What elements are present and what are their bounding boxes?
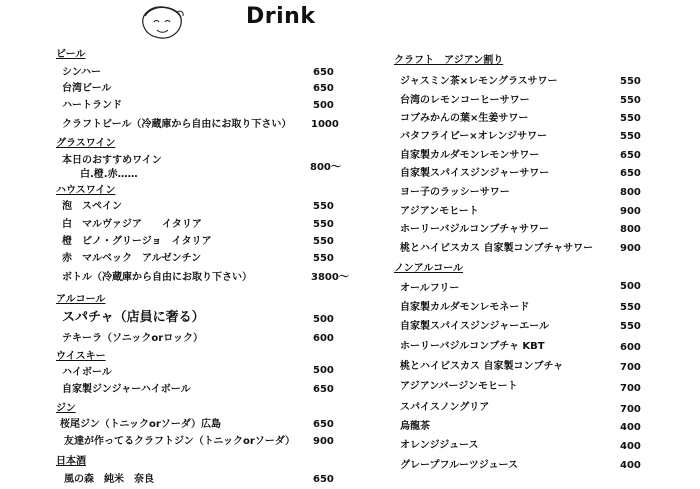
menu-item-name: グレープフルーツジュース xyxy=(400,460,518,471)
menu-item-name: 烏龍茶 xyxy=(400,421,430,432)
menu-item-price: 900 xyxy=(313,436,334,447)
menu-item-name: クラフトビール（冷蔵庫から自由にお取り下さい） xyxy=(62,119,292,130)
menu-item-name: 自家製スパイスジンジャーエール xyxy=(400,321,549,332)
menu-item-name: 桃とハイビスカス 自家製コンブチャ xyxy=(400,361,564,372)
menu-item-price: 900 xyxy=(620,206,641,217)
menu-item-name: バタフライピー×オレンジサワー xyxy=(400,131,548,142)
menu-item-name: アジアンモヒート xyxy=(400,206,479,217)
menu-item-price: 400 xyxy=(620,422,641,433)
menu-item-price: 650 xyxy=(313,474,334,485)
menu-item-name: 自家製ジンジャーハイボール xyxy=(62,384,191,395)
menu-item-price: 400 xyxy=(620,441,641,452)
menu-item-price: 650 xyxy=(313,384,334,395)
menu-item-price: 800 xyxy=(620,187,641,198)
menu-item-name: コブみかんの葉×生姜サワー xyxy=(400,113,529,124)
face-sketch-logo xyxy=(137,2,187,42)
menu-item-price: 500 xyxy=(313,314,334,325)
menu-item-name: テキーラ（ソニックorロック） xyxy=(62,333,204,344)
menu-item-subtext: 白.橙.赤…… xyxy=(80,169,138,180)
menu-item-price: 700 xyxy=(620,383,641,394)
menu-item-price: 600 xyxy=(620,342,641,353)
section-heading-craft-asian: クラフト アジアン割り xyxy=(394,55,504,66)
menu-item-name: オレンジジュース xyxy=(400,440,479,451)
menu-item-price: 650 xyxy=(620,168,641,179)
menu-item-name: 自家製カルダモンレモンサワー xyxy=(400,150,540,161)
section-heading-glass-wine: グラスワイン xyxy=(56,138,116,149)
menu-item-name: 橙 ピノ・グリージョ イタリア xyxy=(62,236,212,247)
menu-item-name: ジャスミン茶×レモングラスサワー xyxy=(400,76,558,87)
menu-item-name: 風の森 純米 奈良 xyxy=(64,474,154,485)
section-heading-gin: ジン xyxy=(56,403,76,414)
section-heading-alcohol: アルコール xyxy=(56,294,106,305)
section-heading-beer: ビール xyxy=(56,49,86,60)
menu-item-name: 泡 スペイン xyxy=(62,201,122,212)
menu-item-price: 650 xyxy=(313,419,334,430)
menu-item-price: 900 xyxy=(620,243,641,254)
menu-item-name: 台湾ビール xyxy=(62,83,112,94)
menu-item-price: 800～ xyxy=(310,162,341,173)
menu-item-price: 550 xyxy=(620,302,641,313)
menu-item-name: 自家製スパイスジンジャーサワー xyxy=(400,168,550,179)
menu-item-price: 550 xyxy=(313,219,334,230)
menu-item-price: 600 xyxy=(313,333,334,344)
menu-item-price: 1000 xyxy=(311,119,339,130)
section-heading-whisky: ウイスキー xyxy=(56,351,106,362)
menu-item-name: スパチャ（店員に奢る） xyxy=(62,310,205,325)
menu-item-name: シンハー xyxy=(62,67,102,78)
menu-item-price: 800 xyxy=(620,224,641,235)
menu-item-price: 500 xyxy=(620,281,641,292)
menu-item-name: アジアンバージンモヒート xyxy=(400,381,518,392)
menu-item-name: 本日のおすすめワイン xyxy=(62,155,162,166)
menu-item-name: 台湾のレモンコーヒーサワー xyxy=(400,95,530,106)
menu-item-name: 白 マルヴァジア イタリア xyxy=(62,219,202,230)
menu-item-price: 550 xyxy=(313,253,334,264)
menu-item-price: 550 xyxy=(313,201,334,212)
menu-item-name: ホーリーバジルコンブチャサワー xyxy=(400,224,549,235)
section-heading-sake: 日本酒 xyxy=(56,456,86,467)
menu-item-price: 650 xyxy=(313,83,334,94)
menu-item-price: 650 xyxy=(620,150,641,161)
menu-item-name: ハートランド xyxy=(62,100,122,111)
menu-item-price: 550 xyxy=(620,95,641,106)
section-heading-house-wine: ハウスワイン xyxy=(56,185,116,196)
menu-item-name: 桃とハイビスカス 自家製コンブチャサワー xyxy=(400,243,594,254)
menu-item-price: 3800～ xyxy=(311,272,349,283)
menu-item-price: 400 xyxy=(620,460,641,471)
menu-item-price: 650 xyxy=(313,67,334,78)
menu-item-name: ホーリーバジルコンブチャ KBT xyxy=(400,341,545,352)
menu-item-name: スパイスノングリア xyxy=(400,402,490,413)
menu-item-name: オールフリー xyxy=(400,283,460,294)
menu-item-price: 500 xyxy=(313,100,334,111)
menu-title: Drink xyxy=(246,4,316,29)
menu-item-price: 550 xyxy=(620,113,641,124)
menu-item-price: 550 xyxy=(620,321,641,332)
menu-item-name: ヨー子のラッシーサワー xyxy=(400,187,510,198)
menu-item-name: 赤 マルベック アルゼンチン xyxy=(62,253,202,264)
menu-item-price: 550 xyxy=(620,131,641,142)
section-heading-non-alcohol: ノンアルコール xyxy=(394,263,463,274)
menu-item-price: 700 xyxy=(620,404,641,415)
menu-item-name: 自家製カルダモンレモネード xyxy=(400,302,530,313)
menu-item-name: ボトル（冷蔵庫から自由にお取り下さい） xyxy=(62,272,252,283)
menu-item-name: ハイボール xyxy=(62,367,112,378)
menu-item-price: 500 xyxy=(313,365,334,376)
menu-item-name: 桜尾ジン（トニックorソーダ）広島 xyxy=(60,419,222,430)
menu-item-price: 700 xyxy=(620,362,641,373)
menu-item-price: 550 xyxy=(620,76,641,87)
menu-item-price: 550 xyxy=(313,236,334,247)
menu-item-name: 友達が作ってるクラフトジン（トニックorソーダ） xyxy=(64,436,296,447)
